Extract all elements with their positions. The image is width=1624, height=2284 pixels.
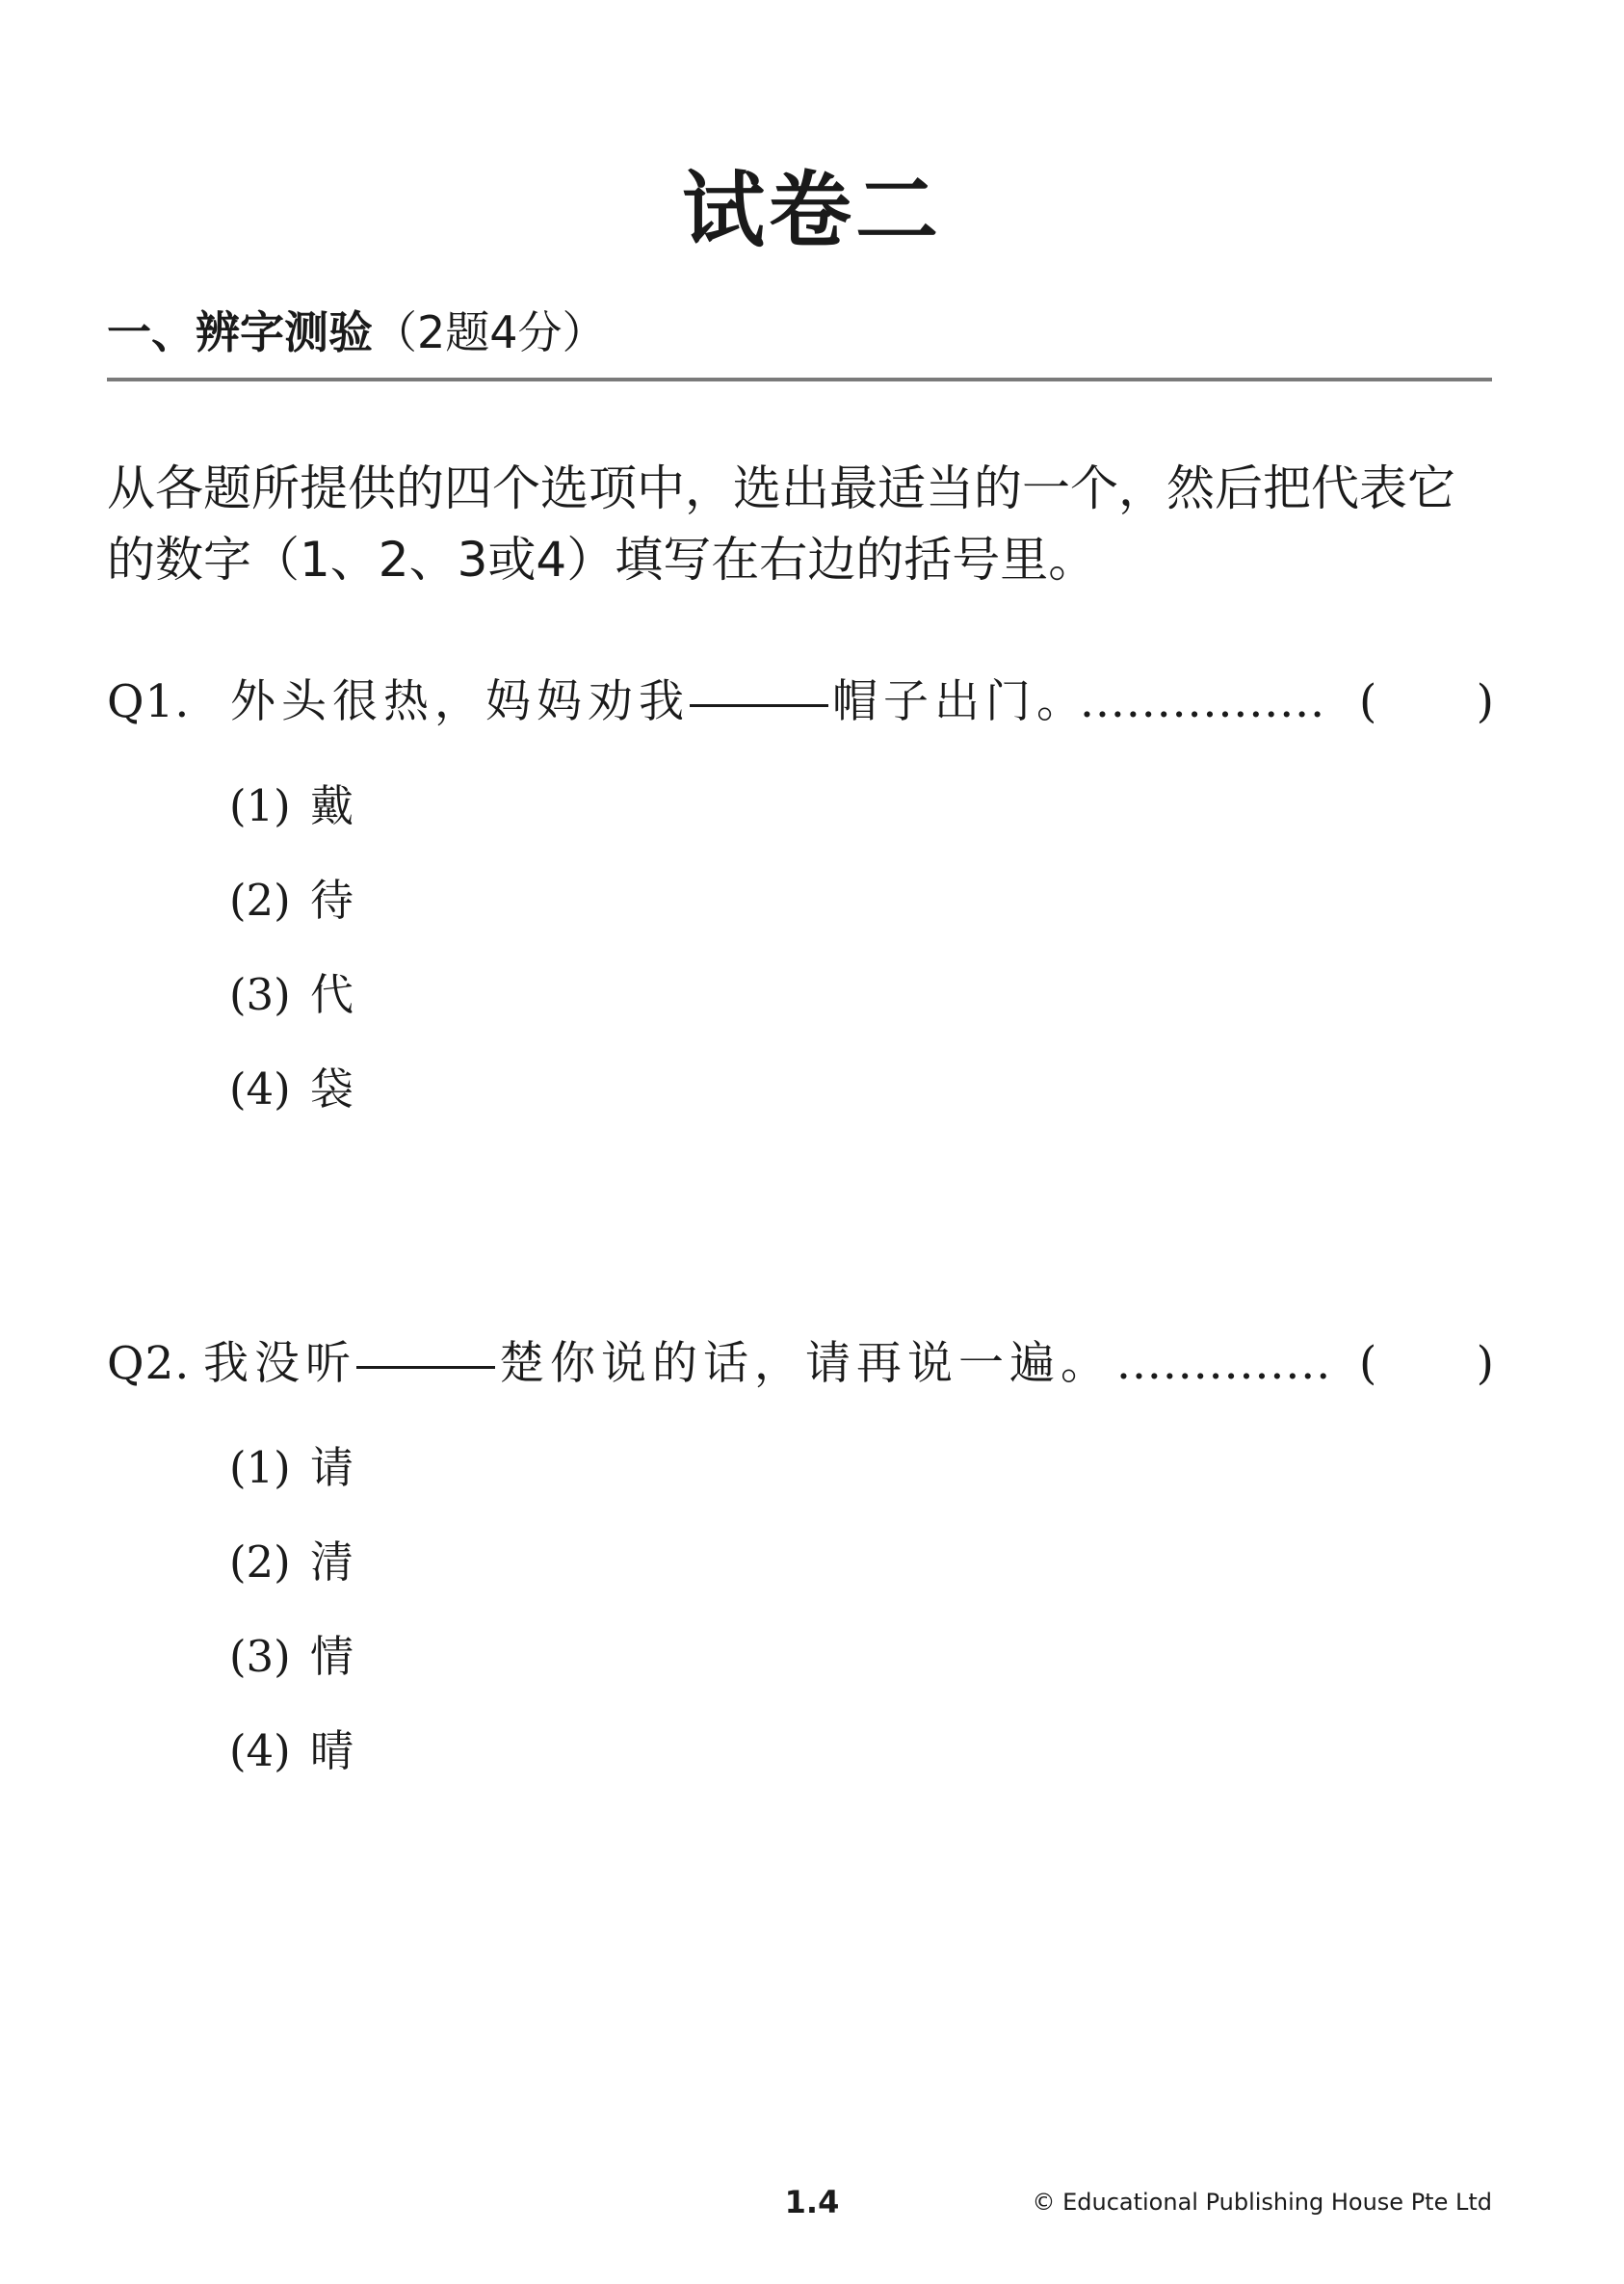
- option-number: (2): [229, 1536, 291, 1588]
- question-1-blank[interactable]: [690, 704, 828, 707]
- option-number: (4): [229, 1725, 291, 1776]
- option-number: (1): [229, 780, 291, 831]
- option-item: [107, 948, 1494, 1042]
- option-character: 戴: [310, 780, 354, 831]
- question-2-answer-box[interactable]: [1359, 1330, 1494, 1398]
- question-1-options: [107, 759, 1494, 1137]
- option-number: (1): [229, 1442, 291, 1493]
- page-title: 试卷二: [682, 162, 942, 259]
- question-1-number: Q1.: [107, 675, 191, 728]
- question-1-leader-dots: ................: [1080, 675, 1326, 728]
- option-character: 待: [310, 875, 354, 926]
- section-divider: [107, 378, 1492, 381]
- question-1: [107, 669, 1494, 1137]
- question-1-text-before: 外头很热，妈妈劝我: [230, 675, 690, 728]
- option-character: 代: [310, 969, 354, 1020]
- option-item: [107, 1515, 1494, 1610]
- question-2-text-before: 我没听: [203, 1337, 356, 1390]
- option-character: 清: [310, 1536, 354, 1588]
- option-item: [107, 1421, 1494, 1515]
- option-item: [107, 1042, 1494, 1137]
- option-number: (3): [229, 969, 291, 1020]
- question-1-stem: [107, 669, 1494, 736]
- section-heading: [107, 306, 607, 358]
- option-character: 晴: [310, 1725, 354, 1776]
- answer-open-paren: (: [1359, 1337, 1377, 1390]
- section-score-note: （2题4分）: [373, 306, 607, 358]
- page-number: 1.4: [784, 2184, 840, 2220]
- option-number: (3): [229, 1631, 291, 1682]
- question-2-stem: [107, 1330, 1494, 1398]
- option-character: 袋: [310, 1063, 354, 1115]
- option-character: 请: [310, 1442, 354, 1493]
- question-1-answer-box[interactable]: [1359, 669, 1494, 736]
- option-number: (4): [229, 1063, 291, 1115]
- question-1-text-after: 帽子出门。: [832, 675, 1087, 728]
- question-2-options: [107, 1421, 1494, 1798]
- question-2: [107, 1330, 1494, 1798]
- section-title: 一、辨字测验: [107, 306, 373, 358]
- question-2-leader-dots: ..............: [1116, 1337, 1332, 1390]
- copyright-notice: © Educational Publishing House Pte Ltd: [1032, 2189, 1492, 2216]
- option-item: [107, 1704, 1494, 1798]
- instructions-text: 从各题所提供的四个选项中，选出最适当的一个，然后把代表它的数字（1、2、3或4）填写在右边的括号里。: [107, 460, 1455, 588]
- option-item: [107, 1610, 1494, 1704]
- question-2-text-after: 楚你说的话，请再说一遍。: [499, 1337, 1112, 1390]
- answer-open-paren: (: [1359, 675, 1377, 728]
- option-item: [107, 759, 1494, 853]
- question-2-number: Q2.: [107, 1337, 191, 1390]
- option-number: (2): [229, 875, 291, 926]
- answer-close-paren: ): [1476, 675, 1494, 728]
- question-2-blank[interactable]: [356, 1366, 495, 1369]
- option-character: 情: [310, 1631, 354, 1682]
- option-item: [107, 853, 1494, 948]
- answer-close-paren: ): [1476, 1337, 1494, 1390]
